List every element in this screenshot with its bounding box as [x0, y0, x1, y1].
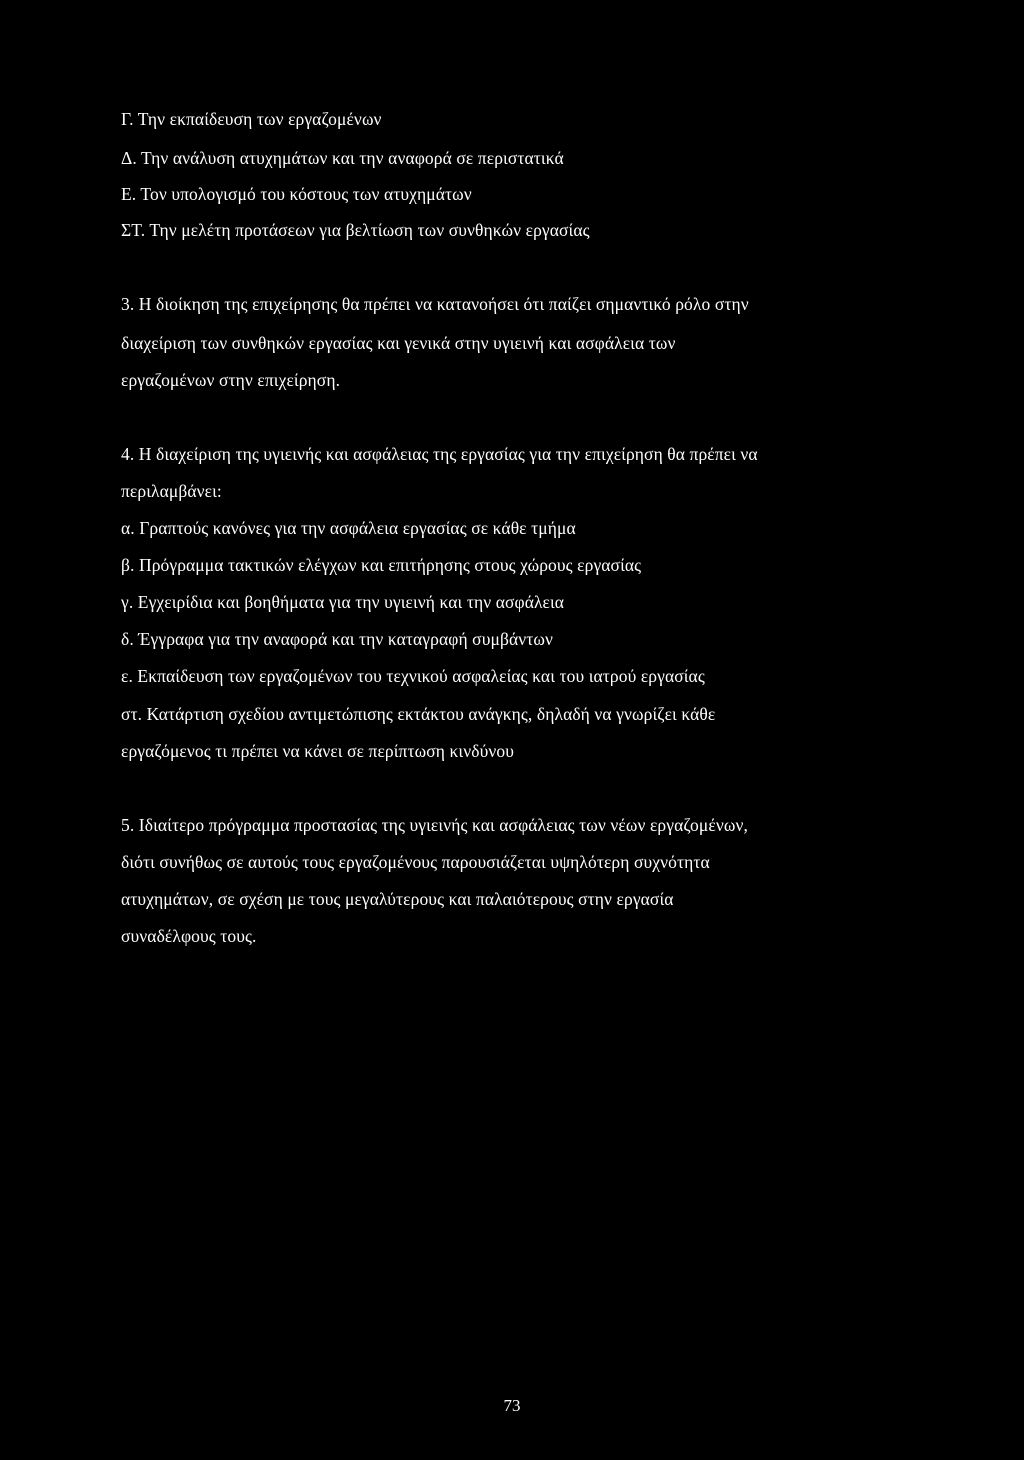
list-item-stigma: ΣΤ. Την μελέτη προτάσεων για βελτίωση των συνθηκών εργασίας — [121, 220, 590, 240]
paragraph-3-line-3: εργαζομένων στην επιχείρηση. — [121, 370, 341, 390]
paragraph-5-line-2: διότι συνήθως σε αυτούς τους εργαζομένους παρουσιάζεται υψηλότερη συχνότητα — [121, 852, 710, 872]
paragraph-4-item-alpha: α. Γραπτούς κανόνες για την ασφάλεια εργασίας σε κάθε τμήμα — [121, 518, 576, 538]
paragraph-4-line-1: 4. Η διαχείριση της υγιεινής και ασφάλειας της εργασίας για την επιχείρηση θα πρέπει να — [121, 444, 758, 464]
list-item-gamma: Γ. Την εκπαίδευση των εργαζομένων — [121, 109, 382, 129]
paragraph-5-line-4: συναδέλφους τους. — [121, 926, 257, 946]
paragraph-4-item-beta: β. Πρόγραμμα τακτικών ελέγχων και επιτήρησης στους χώρους εργασίας — [121, 555, 642, 575]
paragraph-4-item-st-line-2: εργαζόμενος τι πρέπει να κάνει σε περίπτωση κινδύνου — [121, 741, 514, 761]
paragraph-4-item-epsilon: ε. Εκπαίδευση των εργαζομένων του τεχνικού ασφαλείας και του ιατρού εργασίας — [121, 666, 705, 686]
page-number: 73 — [503, 1396, 521, 1415]
paragraph-4-item-gamma: γ. Εγχειρίδια και βοηθήματα για την υγιεινή και την ασφάλεια — [121, 592, 565, 612]
paragraph-4-line-2: περιλαμβάνει: — [121, 481, 222, 501]
paragraph-5-line-3: ατυχημάτων, σε σχέση με τους μεγαλύτερους και παλαιότερους στην εργασία — [121, 889, 674, 909]
list-item-epsilon: Ε. Τον υπολογισμό του κόστους των ατυχημάτων — [121, 184, 472, 204]
paragraph-3-line-2: διαχείριση των συνθηκών εργασίας και γενικά στην υγιεινή και ασφάλεια των — [121, 333, 676, 353]
list-item-delta: Δ. Την ανάλυση ατυχημάτων και την αναφορά σε περιστατικά — [121, 148, 564, 168]
paragraph-4-item-st-line-1: στ. Κατάρτιση σχεδίου αντιμετώπισης εκτάκτου ανάγκης, δηλαδή να γνωρίζει κάθε — [121, 704, 716, 724]
paragraph-4-item-delta: δ. Έγγραφα για την αναφορά και την καταγραφή συμβάντων — [121, 629, 553, 649]
paragraph-3-line-1: 3. Η διοίκηση της επιχείρησης θα πρέπει να κατανοήσει ότι παίζει σημαντικό ρόλο στην — [121, 294, 749, 314]
paragraph-5-line-1: 5. Ιδιαίτερο πρόγραμμα προστασίας της υγιεινής και ασφάλειας των νέων εργαζομένων, — [121, 815, 748, 835]
